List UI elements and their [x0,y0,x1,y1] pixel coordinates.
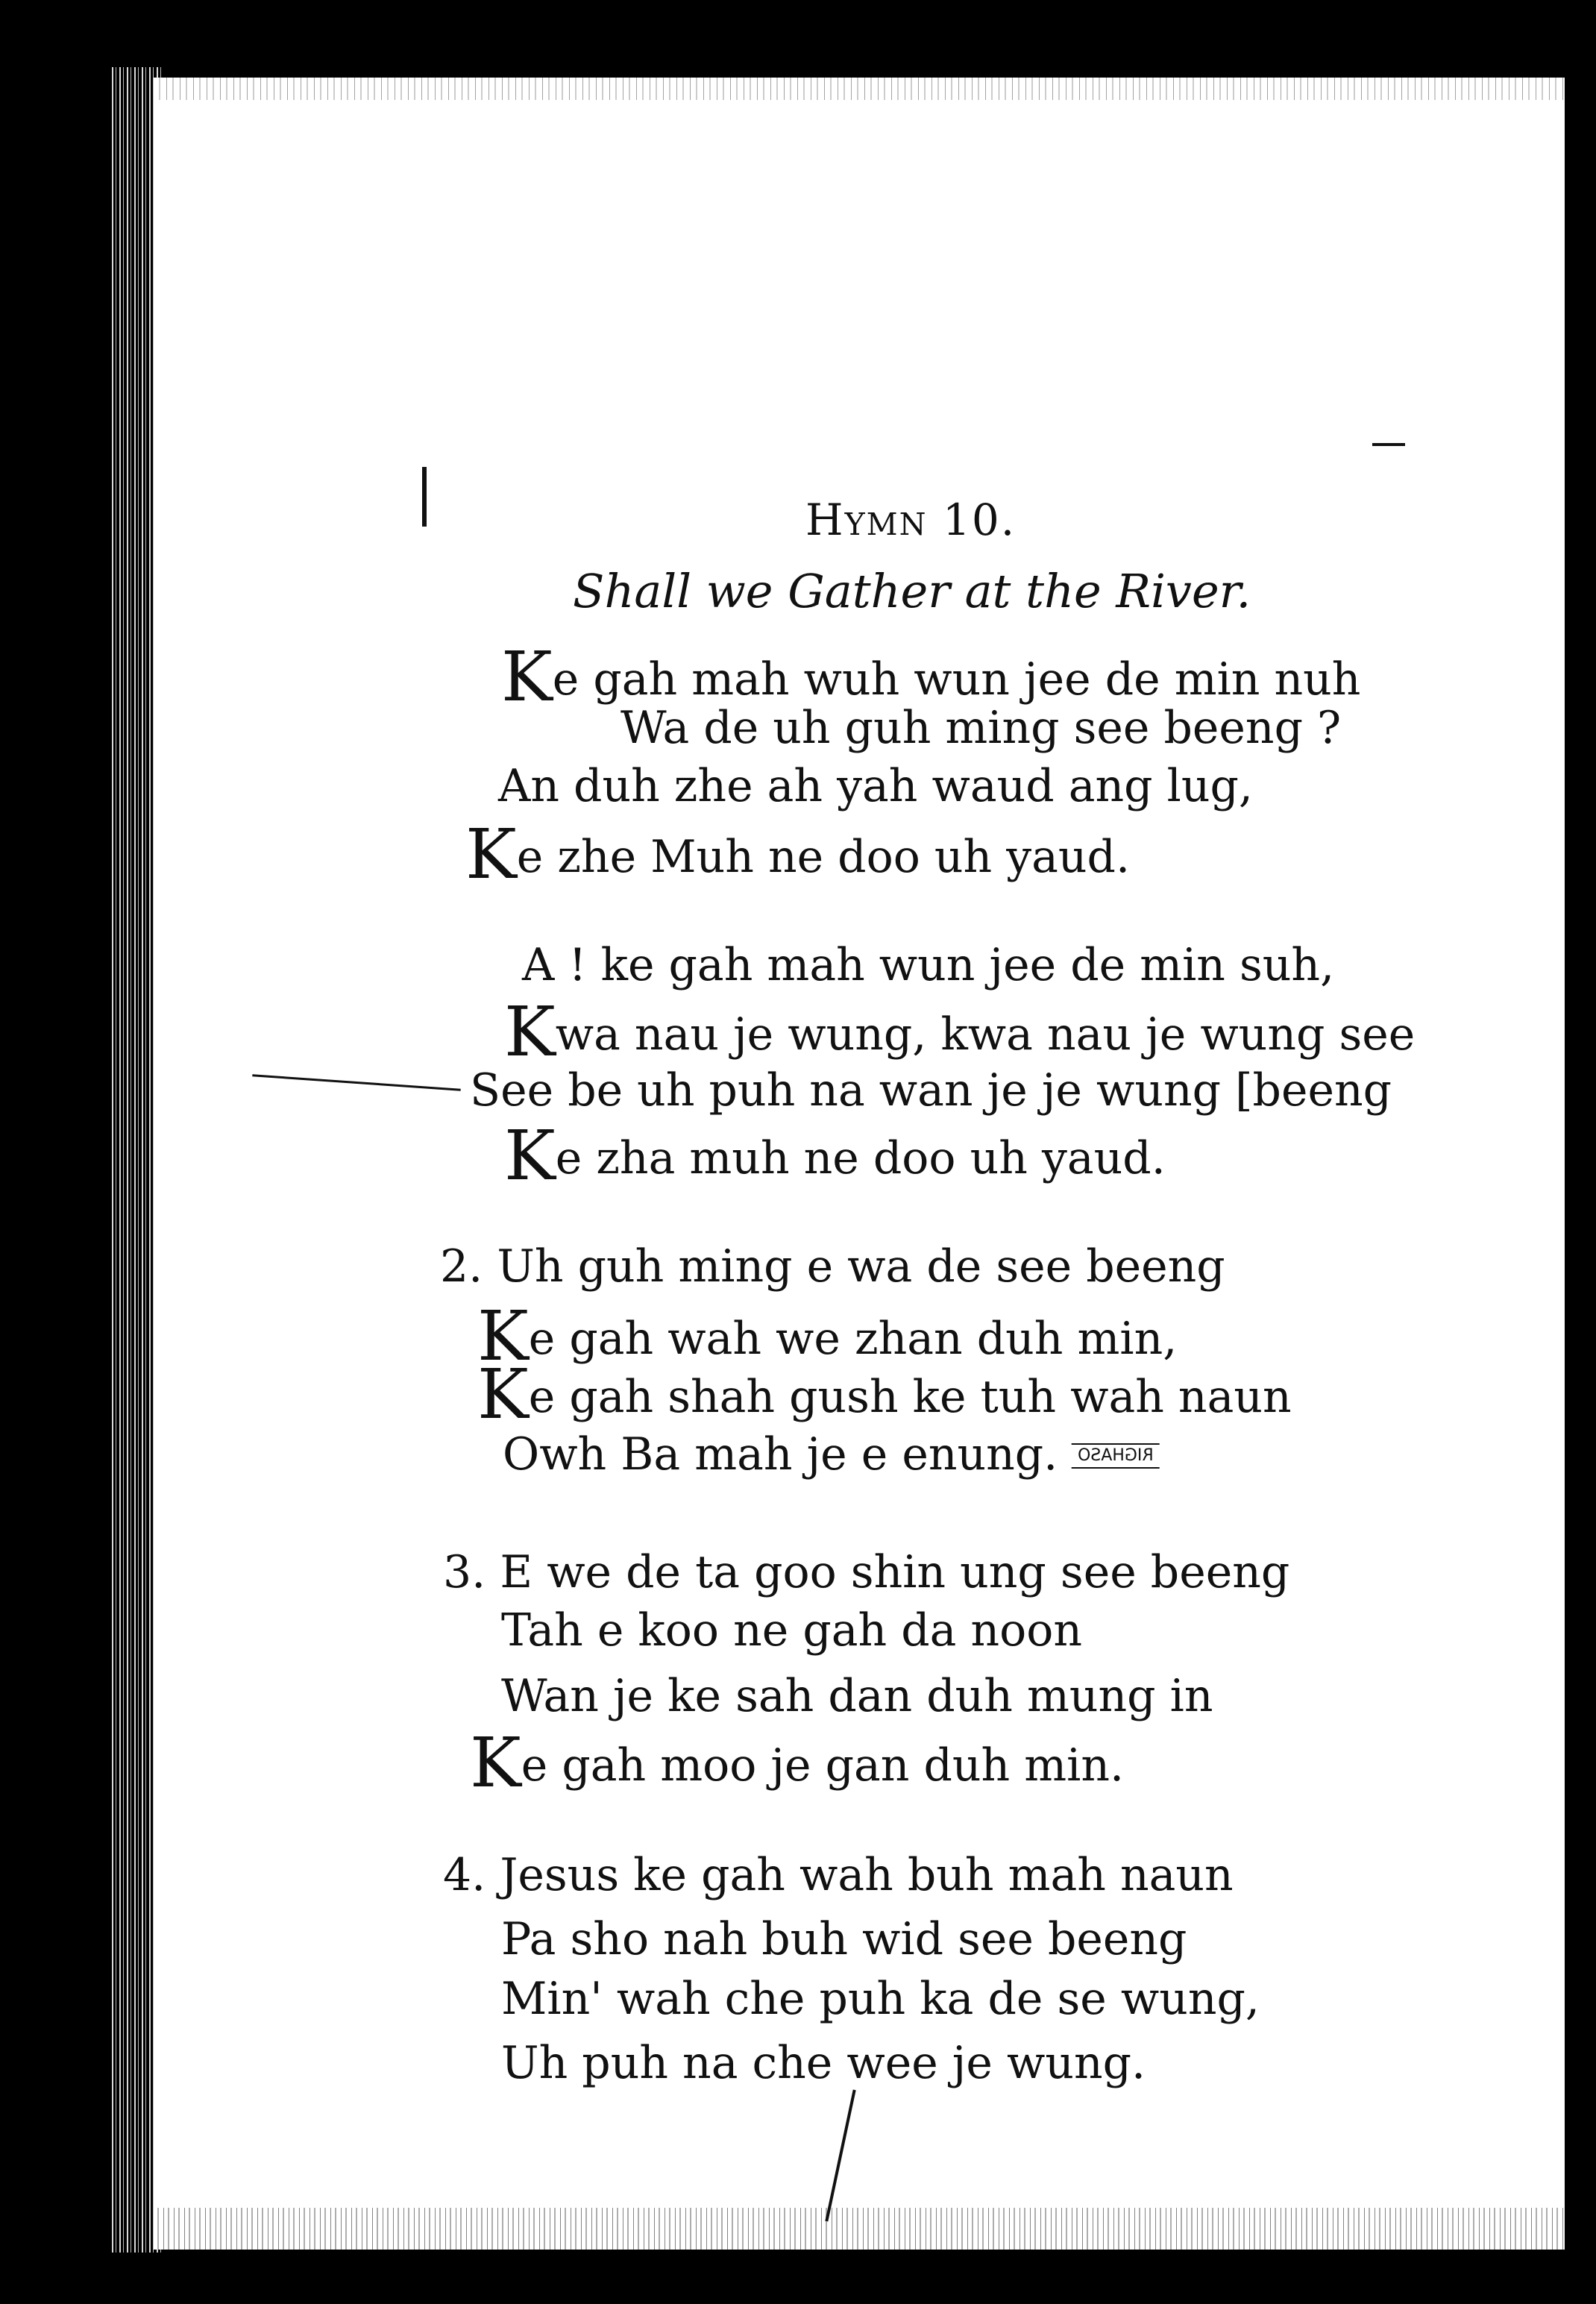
verse3-line4 [470,1723,1125,1803]
chorus-line4 [504,1116,1166,1196]
verse2-line1: 2. Uh guh ming e wa de see beeng [440,1240,1225,1293]
verse4-line1: 4. Jesus ke gah wah buh mah naun [443,1849,1234,1901]
verse3-line2: Tah e koo ne gah da noon [501,1604,1083,1657]
drop-initial: K [477,1355,529,1434]
verse4-line3: Min' wah che puh ka de se wung, [501,1973,1260,2025]
verse-text: e zha muh ne doo uh yaud. [555,1132,1166,1184]
chorus-line3: See be uh puh na wan je je wung [beeng [470,1064,1392,1117]
verse-text: e gah shah gush ke tuh wah naun [528,1371,1292,1423]
verse4-line2: Pa sho nah buh wid see beeng [501,1913,1187,1965]
verse-text: e gah wah we zhan duh min, [528,1313,1178,1365]
hymn-title: Hymn 10. [805,495,1017,545]
drop-initial: K [504,1116,556,1196]
verse-text: e gah mah wuh wun jee de min nuh [552,653,1361,706]
drop-initial: K [465,814,517,894]
scan-mark [1372,443,1405,446]
verse2-line4 [503,1428,1160,1481]
verse4-line4: Uh puh na che wee je wung. [501,2037,1146,2089]
drop-initial: K [477,1296,529,1376]
scan-mark [422,467,427,527]
verse-text: Owh Ba mah je e enung. [503,1428,1058,1481]
verse-text: wa nau je wung, kwa nau je wung see [555,1008,1416,1061]
hymn-subtitle: Shall we Gather at the River. [573,564,1251,618]
drop-initial: K [470,1723,521,1803]
verse1-line4 [465,814,1131,894]
verse1-line2: Wa de uh guh ming see beeng ? [621,702,1342,754]
page-top-edge-noise [154,78,1565,100]
verse2-line3 [477,1355,1292,1434]
verse3-line3: Wan je ke sah dan duh mung in [501,1670,1213,1722]
drop-initial: K [501,637,553,717]
verse1-line3: An duh zhe ah yah waud ang lug, [498,760,1253,812]
verse-text: e zhe Muh ne doo uh yaud. [516,831,1131,883]
stamp: RIGHASO [1072,1443,1160,1469]
drop-initial: K [504,992,556,1072]
chorus-line1: A ! ke gah mah wun jee de min suh, [522,939,1335,991]
verse-text: e gah moo je gan duh min. [521,1739,1125,1792]
verse3-line1: 3. E we de ta goo shin ung see beeng [443,1546,1290,1598]
page-bottom-edge-noise [154,2208,1565,2250]
chorus-line2 [504,992,1416,1072]
